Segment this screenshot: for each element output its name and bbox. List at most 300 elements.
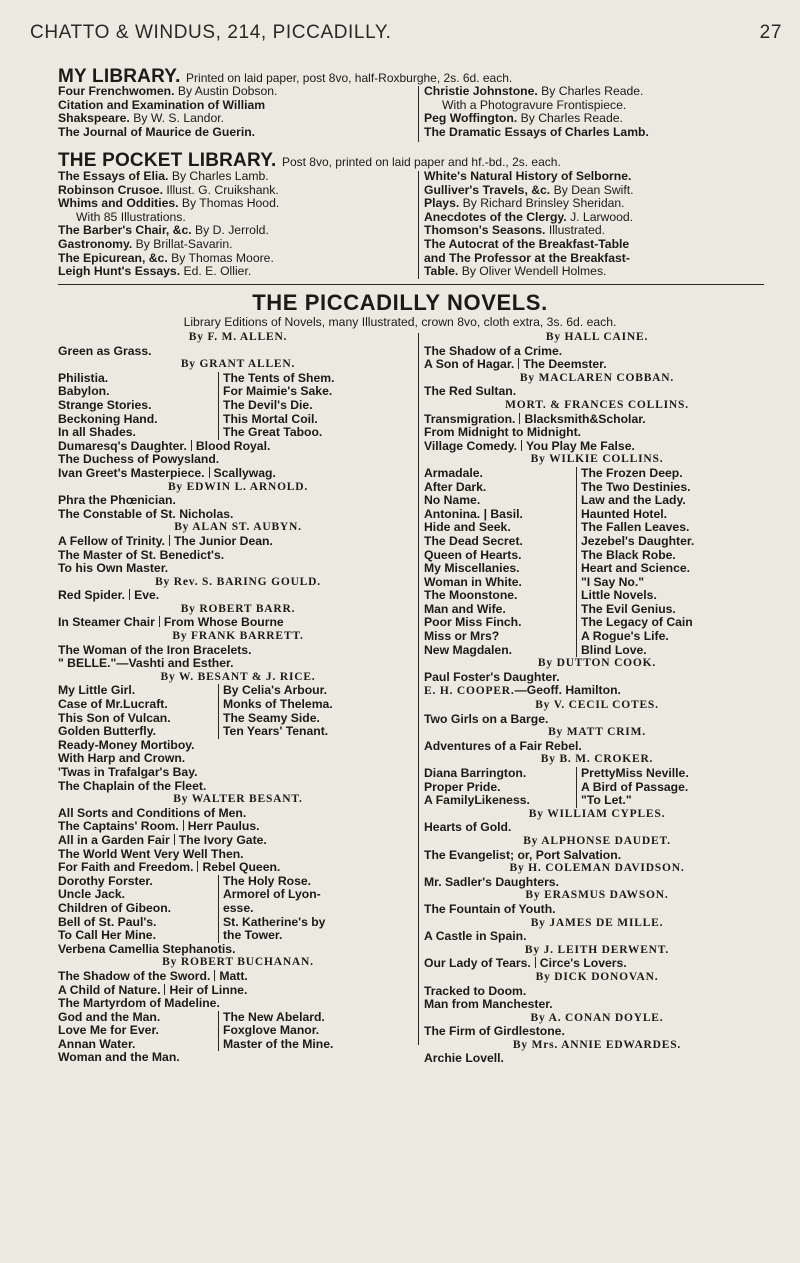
book-entry xyxy=(424,184,764,198)
novel-title: A FamilyLikeness. xyxy=(424,793,530,808)
title-separator xyxy=(183,820,184,831)
pocket-library-right xyxy=(424,170,764,279)
novel-title: Man from Manchester. xyxy=(424,997,553,1012)
novel-title: Heart and Science. xyxy=(576,562,690,576)
novel-title-row xyxy=(58,725,418,739)
novel-title-pair xyxy=(58,834,418,848)
novel-title: Armadale. xyxy=(424,465,483,480)
novel-title-row xyxy=(58,413,418,427)
book-entry xyxy=(424,126,764,140)
book-author: Illustrated. xyxy=(548,223,606,238)
book-author: By Charles Reade. xyxy=(541,84,644,98)
novel-title: A Child of Nature. xyxy=(58,982,161,997)
novel-title: Village Comedy. xyxy=(424,438,518,453)
book-entry xyxy=(424,99,764,113)
book-entry xyxy=(58,238,418,252)
novel-title-pair xyxy=(424,413,770,427)
novel-title: The Devil's Die. xyxy=(218,399,313,413)
title-separator xyxy=(535,957,536,968)
book-author: With 85 Illustrations. xyxy=(76,209,186,224)
column-divider xyxy=(418,333,419,1045)
author-heading: By GRANT ALLEN. xyxy=(180,358,296,371)
novel-title: The Shadow of a Crime. xyxy=(424,343,563,358)
my-library-heading: MY LIBRARY. xyxy=(58,66,181,87)
book-entry xyxy=(58,197,418,211)
novel-title: Tracked to Doom. xyxy=(424,983,527,998)
book-author: By Thomas Moore. xyxy=(171,250,274,265)
book-entry xyxy=(424,265,764,279)
author-heading: By MATT CRIM. xyxy=(548,726,646,739)
book-author: By D. Jerrold. xyxy=(195,223,269,238)
novel-title: Babylon. xyxy=(58,384,110,399)
novel-title: Blood Royal. xyxy=(195,438,271,453)
novel-title: From Midnight to Midnight. xyxy=(424,425,582,440)
novel-title-row xyxy=(58,372,418,386)
title-separator xyxy=(129,589,130,600)
novel-title: Mr. Sadler's Daughters. xyxy=(424,874,559,889)
novel-title: Transmigration. xyxy=(424,411,516,426)
novel-title-pair xyxy=(424,957,770,971)
book-entry xyxy=(58,252,418,266)
novel-title: Dorothy Forster. xyxy=(58,873,153,888)
novel-title: The Deemster. xyxy=(523,357,607,372)
novel-title: The Fountain of Youth. xyxy=(424,901,556,916)
novel-title: The Ivory Gate. xyxy=(178,832,267,847)
author-heading: By H. COLEMAN DAVIDSON. xyxy=(509,862,685,875)
novel-title: Our Lady of Tears. xyxy=(424,956,531,971)
novel-title: Annan Water. xyxy=(58,1036,136,1051)
novel-title: The Black Robe. xyxy=(576,549,676,563)
book-entry xyxy=(424,112,764,126)
novel-title-pair xyxy=(58,861,418,875)
page-number: 27 xyxy=(759,22,782,43)
novel-title: Circe's Lovers. xyxy=(539,956,627,971)
novel-title-row xyxy=(424,508,770,522)
novel-title: Man and Wife. xyxy=(424,601,506,616)
novel-title: Proper Pride. xyxy=(424,779,501,794)
novel-title: Woman and the Man. xyxy=(58,1050,180,1065)
novel-title-row xyxy=(424,562,770,576)
novel-title: Woman in White. xyxy=(424,574,522,589)
column-divider xyxy=(418,171,419,279)
novel-title-row xyxy=(58,875,418,889)
book-entry xyxy=(424,197,764,211)
book-title: The Barber's Chair, &c. xyxy=(58,223,192,238)
novel-title-row xyxy=(58,426,418,440)
novel-title-row xyxy=(58,888,418,902)
novel-title-pair xyxy=(58,984,418,998)
book-title: The Essays of Elia. xyxy=(58,169,169,183)
title-separator xyxy=(169,535,170,546)
book-author: By Richard Brinsley Sheridan. xyxy=(462,196,625,211)
novel-title: Antonina. | Basil. xyxy=(424,506,523,521)
publisher-line: CHATTO & WINDUS, 214, PICCADILLY. xyxy=(30,22,392,43)
novel-title: The Two Destinies. xyxy=(576,481,690,495)
novel-title: Armorel of Lyon- xyxy=(218,888,321,902)
novel-title: The Evil Genius. xyxy=(576,603,676,617)
author-heading: By Rev. S. BARING GOULD. xyxy=(155,575,321,588)
book-entry xyxy=(58,85,418,99)
book-entry xyxy=(58,184,418,198)
novel-title: The Moonstone. xyxy=(424,588,518,603)
book-author: By Charles Reade. xyxy=(520,111,623,126)
novel-title-row xyxy=(424,576,770,590)
book-title: Gulliver's Travels, &c. xyxy=(424,182,551,197)
book-entry xyxy=(424,211,764,225)
novel-title-row xyxy=(424,589,770,603)
title-separator xyxy=(518,358,519,369)
novel-title: Beckoning Hand. xyxy=(58,411,158,426)
author-heading: By EDWIN L. ARNOLD. xyxy=(167,480,309,493)
novel-title: Ten Years' Tenant. xyxy=(218,725,328,739)
novel-title-pair xyxy=(58,440,418,454)
piccadilly-note xyxy=(30,316,770,330)
author-heading: By WALTER BESANT. xyxy=(173,793,303,806)
novel-title: —Geoff. Hamilton. xyxy=(514,683,621,698)
novel-title: Children of Gibeon. xyxy=(58,900,172,915)
author-heading: By B. M. CROKER. xyxy=(540,753,654,766)
book-title: Four Frenchwomen. xyxy=(58,84,175,98)
novel-title: This Mortal Coil. xyxy=(218,413,318,427)
novel-title: The Fallen Leaves. xyxy=(576,521,689,535)
novel-title: Uncle Jack. xyxy=(58,887,126,902)
novel-title: The New Abelard. xyxy=(218,1011,325,1025)
novel-title: Miss or Mrs? xyxy=(424,629,500,644)
author-heading: By JAMES DE MILLE. xyxy=(530,916,664,929)
running-head xyxy=(30,22,782,44)
novel-title: The Captains' Room. xyxy=(58,819,179,834)
novel-title: To Call Her Mine. xyxy=(58,928,156,943)
novel-title: Master of the Mine. xyxy=(218,1038,333,1052)
novel-title-row xyxy=(424,535,770,549)
book-author: With a Photogravure Frontispiece. xyxy=(442,97,627,112)
title-separator xyxy=(159,616,160,627)
novel-title: Golden Butterfly. xyxy=(58,724,156,739)
author-heading: By ROBERT BARR. xyxy=(180,602,296,615)
novel-title: Hearts of Gold. xyxy=(424,820,512,835)
novel-title: Paul Foster's Daughter. xyxy=(424,669,560,684)
book-title: White's Natural History of Selborne. xyxy=(424,169,632,183)
novel-title: Bell of St. Paul's. xyxy=(58,914,157,929)
piccadilly-heading: THE PICCADILLY NOVELS. xyxy=(252,290,548,315)
novel-title-pair xyxy=(58,467,418,481)
novel-title-with-author xyxy=(424,684,770,699)
book-author: Illust. G. Cruikshank. xyxy=(166,182,279,197)
book-entry xyxy=(58,99,418,113)
book-title: The Epicurean, &c. xyxy=(58,250,168,265)
novel-title: A Son of Hagar. xyxy=(424,357,515,372)
author-heading: By WILLIAM CYPLES. xyxy=(528,807,666,820)
book-title: Christie Johnstone. xyxy=(424,84,538,98)
novel-title-pair xyxy=(58,616,418,630)
novel-title: esse. xyxy=(218,902,254,916)
novel-title-pair xyxy=(58,820,418,834)
book-entry xyxy=(58,265,418,279)
title-separator xyxy=(174,834,175,845)
novel-title: You Play Me False. xyxy=(526,438,635,453)
novel-title: By Celia's Arbour. xyxy=(218,684,327,698)
novel-title: " BELLE."—Vashti and Esther. xyxy=(58,656,234,671)
novel-title-row xyxy=(58,399,418,413)
book-entry xyxy=(58,211,418,225)
author-heading: By J. LEITH DERWENT. xyxy=(524,943,670,956)
book-entry xyxy=(424,238,764,252)
author-heading: By V. CECIL COTES. xyxy=(535,699,659,712)
novel-title: Adventures of a Fair Rebel. xyxy=(424,738,582,753)
book-author: By W. S. Landor. xyxy=(133,111,224,126)
novel-title-pair xyxy=(58,535,418,549)
book-entry xyxy=(424,85,764,99)
title-separator xyxy=(197,861,198,872)
novel-title: All in a Garden Fair xyxy=(58,832,170,847)
author-heading: By ERASMUS DAWSON. xyxy=(525,889,669,902)
novel-title: The Dead Secret. xyxy=(424,533,523,548)
book-title: Citation and Examination of William xyxy=(58,97,266,112)
novel-title: The Chaplain of the Fleet. xyxy=(58,778,207,793)
novel-title: A Rogue's Life. xyxy=(576,630,669,644)
novel-title: Two Girls on a Barge. xyxy=(424,711,549,726)
author-heading: By WILKIE COLLINS. xyxy=(530,453,664,466)
novel-title: Poor Miss Finch. xyxy=(424,615,522,630)
novel-title: The World Went Very Well Then. xyxy=(58,846,244,861)
novel-title-row xyxy=(58,1038,418,1052)
novel-title-row xyxy=(58,1011,418,1025)
novel-title: Queen of Hearts. xyxy=(424,547,522,562)
novel-title-row xyxy=(58,916,418,930)
novel-title: The Duchess of Powysland. xyxy=(58,452,220,467)
novel-title: A Castle in Spain. xyxy=(424,929,527,944)
novel-title: Verbena Camellia Stephanotis. xyxy=(58,941,236,956)
novel-title: Archie Lovell. xyxy=(424,1051,504,1066)
novel-title-row xyxy=(424,481,770,495)
novel-title-pair xyxy=(58,589,418,603)
novel-title: All Sorts and Conditions of Men. xyxy=(58,805,247,820)
novel-title: God and the Man. xyxy=(58,1009,161,1024)
book-title: The Autocrat of the Breakfast-Table xyxy=(424,236,630,251)
novel-title: Blacksmith&Scholar. xyxy=(524,411,646,426)
book-entry xyxy=(58,170,418,184)
author-heading: By ALPHONSE DAUDET. xyxy=(523,834,671,847)
novel-title-pair xyxy=(58,970,418,984)
novel-title: Phra the Phœnician. xyxy=(58,493,176,508)
book-entry xyxy=(58,112,418,126)
novel-title: The Frozen Deep. xyxy=(576,467,683,481)
book-author: By Thomas Hood. xyxy=(181,196,280,211)
book-title: Whims and Oddities. xyxy=(58,196,179,211)
novel-title: PrettyMiss Neville. xyxy=(576,767,689,781)
novel-title: Red Spider. xyxy=(58,588,126,603)
book-title: Shakspeare. xyxy=(58,111,130,126)
novel-title-row xyxy=(424,521,770,535)
novel-title: After Dark. xyxy=(424,479,487,494)
piccadilly-note-text: Library Editions of Novels, many Illustrated, crown 8vo, cloth extra, 3s. 6d. each. xyxy=(183,315,617,329)
book-entry xyxy=(424,252,764,266)
book-title: Leigh Hunt's Essays. xyxy=(58,264,181,279)
novel-title-row xyxy=(424,494,770,508)
book-entry xyxy=(58,224,418,238)
book-author: By Charles Lamb. xyxy=(171,169,269,183)
book-title: Table. xyxy=(424,264,459,279)
novel-title: 'Twas in Trafalgar's Bay. xyxy=(58,765,198,779)
novel-title-row xyxy=(424,767,770,781)
novel-title-row xyxy=(424,467,770,481)
novel-title: The Junior Dean. xyxy=(173,533,273,548)
novel-title-row xyxy=(58,1024,418,1038)
book-author: By Dean Swift. xyxy=(553,182,634,197)
pocket-library-note: Post 8vo, printed on laid paper and hf.-bd., 2s. each. xyxy=(281,155,561,169)
novel-title: Foxglove Manor. xyxy=(218,1024,319,1038)
novel-title: Ready-Money Mortiboy. xyxy=(58,737,195,752)
novel-title: Haunted Hotel. xyxy=(576,508,667,522)
novel-title: In Steamer Chair xyxy=(58,615,155,630)
my-library-right xyxy=(424,85,764,139)
piccadilly-right-column xyxy=(424,331,770,1066)
author-heading: By DICK DONOVAN. xyxy=(535,970,659,983)
novel-title: The Tents of Shem. xyxy=(218,372,335,386)
novel-title: A Fellow of Trinity. xyxy=(58,533,165,548)
novel-title-row xyxy=(58,684,418,698)
piccadilly-left-column xyxy=(58,331,418,1065)
author-heading: By MACLAREN COBBAN. xyxy=(519,371,675,384)
author-heading: By ROBERT BUCHANAN. xyxy=(162,956,314,969)
novel-title: Matt. xyxy=(219,968,248,983)
novel-title: With Harp and Crown. xyxy=(58,751,186,766)
author-heading: By W. BESANT & J. RICE. xyxy=(160,670,316,683)
novel-title: For Maimie's Sake. xyxy=(218,385,332,399)
novel-title: Diana Barrington. xyxy=(424,766,527,780)
novel-title-row xyxy=(424,644,770,658)
pocket-library-left xyxy=(58,170,418,279)
book-title: Anecdotes of the Clergy. xyxy=(424,209,567,224)
novel-title: Law and the Lady. xyxy=(576,494,686,508)
novel-title-row xyxy=(58,902,418,916)
book-author: By Oliver Wendell Holmes. xyxy=(461,264,607,279)
author-heading: E. H. COOPER. xyxy=(424,685,515,698)
novel-title: My Little Girl. xyxy=(58,683,136,698)
title-separator xyxy=(521,440,522,451)
novel-title: The Seamy Side. xyxy=(218,712,320,726)
author-heading: MORT. & FRANCES COLLINS. xyxy=(505,398,689,411)
novel-title: Blind Love. xyxy=(576,644,647,658)
section-rule xyxy=(58,284,764,285)
novel-title: The Constable of St. Nicholas. xyxy=(58,506,234,521)
novel-title: New Magdalen. xyxy=(424,642,513,657)
book-title: Gastronomy. xyxy=(58,236,133,251)
book-author: J. Larwood. xyxy=(570,209,634,224)
novel-title: "I Say No." xyxy=(576,576,644,590)
novel-title: Ivan Greet's Masterpiece. xyxy=(58,465,205,480)
column-divider xyxy=(418,86,419,142)
pocket-library-heading: THE POCKET LIBRARY. xyxy=(58,150,277,171)
title-separator xyxy=(519,413,520,424)
title-separator xyxy=(214,970,215,981)
book-title: Peg Woffington. xyxy=(424,111,518,126)
novel-title: The Evangelist; or, Port Salvation. xyxy=(424,847,622,862)
book-title: and The Professor at the Breakfast- xyxy=(424,250,630,265)
novel-title: Heir of Linne. xyxy=(169,982,248,997)
novel-title: Case of Mr.Lucraft. xyxy=(58,697,168,712)
book-title: The Journal of Maurice de Guerin. xyxy=(58,124,256,139)
novel-title: The Holy Rose. xyxy=(218,875,311,889)
book-entry xyxy=(424,170,764,184)
novel-title: The Master of St. Benedict's. xyxy=(58,547,225,562)
novel-title: Jezebel's Daughter. xyxy=(576,535,694,549)
novel-title: "To Let." xyxy=(576,794,632,808)
novel-title: From Whose Bourne xyxy=(163,615,284,630)
novel-title-row xyxy=(424,549,770,563)
title-separator xyxy=(191,440,192,451)
novel-title: The Great Taboo. xyxy=(218,426,322,440)
novel-title-row xyxy=(58,385,418,399)
book-author: By Brillat-Savarin. xyxy=(135,236,233,251)
novel-title: Green as Grass. xyxy=(58,343,152,358)
novel-title: In all Shades. xyxy=(58,425,136,440)
novel-title: Little Novels. xyxy=(576,589,657,603)
novel-title: The Shadow of the Sword. xyxy=(58,968,211,983)
author-heading: By A. CONAN DOYLE. xyxy=(530,1011,664,1024)
novel-title: the Tower. xyxy=(218,929,282,943)
novel-title: My Miscellanies. xyxy=(424,561,520,576)
novel-title-row xyxy=(424,630,770,644)
title-separator xyxy=(164,984,165,995)
book-title: The Dramatic Essays of Charles Lamb. xyxy=(424,124,649,139)
novel-title: Love Me for Ever. xyxy=(58,1023,159,1038)
novel-title-row xyxy=(58,929,418,943)
novel-title-row xyxy=(58,712,418,726)
author-heading: By ALAN ST. AUBYN. xyxy=(174,521,302,534)
novel-title: Eve. xyxy=(134,588,160,603)
author-heading: By FRANK BARRETT. xyxy=(172,630,304,643)
novel-title: Herr Paulus. xyxy=(187,819,260,834)
author-heading: By DUTTON COOK. xyxy=(537,657,657,670)
novel-title: Hide and Seek. xyxy=(424,520,511,535)
novel-title: Monks of Thelema. xyxy=(218,698,333,712)
book-entry xyxy=(58,126,418,140)
novel-title: The Firm of Girdlestone. xyxy=(424,1024,565,1039)
book-author: Ed. E. Ollier. xyxy=(183,264,252,279)
novel-title: The Woman of the Iron Bracelets. xyxy=(58,642,252,657)
novel-title: To his Own Master. xyxy=(58,561,169,576)
novel-title-row xyxy=(424,781,770,795)
novel-title: Rebel Queen. xyxy=(202,860,281,875)
novel-title: Strange Stories. xyxy=(58,397,152,412)
novel-title: Dumaresq's Daughter. xyxy=(58,438,187,453)
book-title: Robinson Crusoe. xyxy=(58,182,163,197)
book-title: Plays. xyxy=(424,196,460,211)
novel-title: Scallywag. xyxy=(213,465,276,480)
author-heading: By Mrs. ANNIE EDWARDES. xyxy=(512,1038,682,1051)
novel-title-row xyxy=(424,794,770,808)
novel-title: The Red Sultan. xyxy=(424,384,517,399)
novel-title: For Faith and Freedom. xyxy=(58,860,194,875)
novel-title: St. Katherine's by xyxy=(218,916,325,930)
novel-title-pair xyxy=(424,440,770,454)
my-library-note: Printed on laid paper, post 8vo, half-Roxburghe, 2s. 6d. each. xyxy=(186,71,513,85)
book-title: Thomson's Seasons. xyxy=(424,223,546,238)
title-separator xyxy=(209,467,210,478)
novel-title: This Son of Vulcan. xyxy=(58,710,171,725)
novel-title: The Legacy of Cain xyxy=(576,616,693,630)
novel-title-pair xyxy=(424,358,770,372)
novel-title-row xyxy=(58,698,418,712)
novel-title: No Name. xyxy=(424,493,481,508)
book-author: By Austin Dobson. xyxy=(177,84,278,98)
novel-title: The Martyrdom of Madeline. xyxy=(58,996,220,1011)
book-entry xyxy=(424,224,764,238)
author-heading: By HALL CAINE. xyxy=(545,331,649,343)
novel-title: A Bird of Passage. xyxy=(576,781,688,795)
novel-title-row xyxy=(424,603,770,617)
